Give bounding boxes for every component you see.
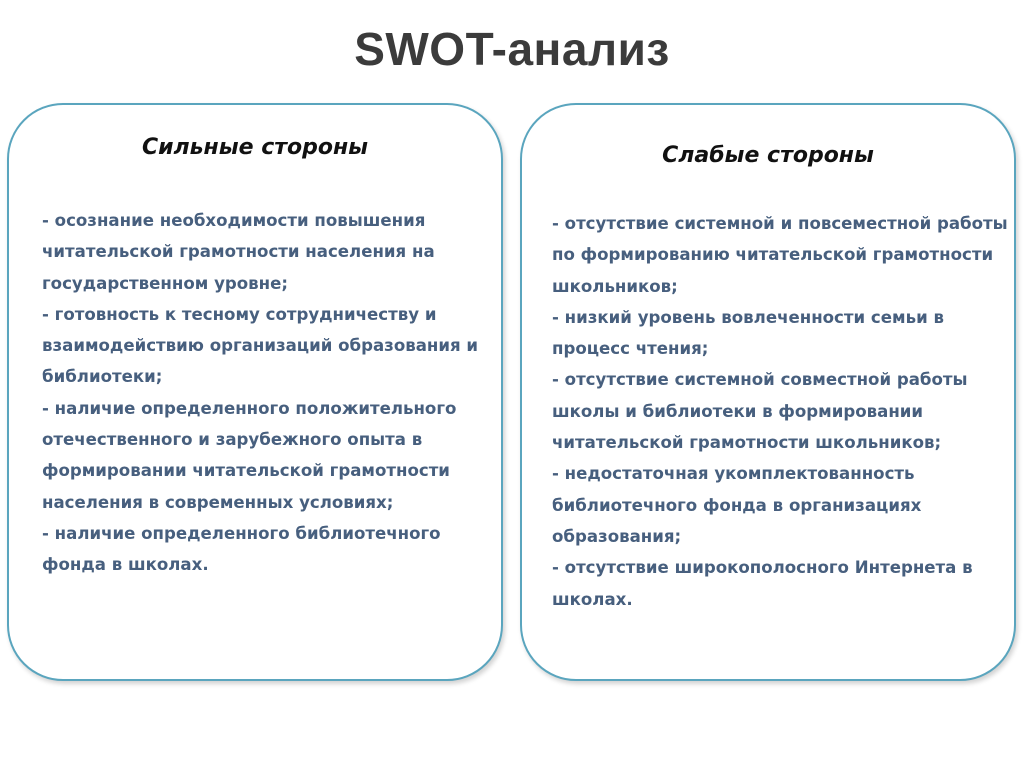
strengths-item: - наличие определенного положительного отечественного и зарубежного опыта в формировании читательской грамотности населения в современных условиях; [42,398,457,512]
weaknesses-list [552,208,1012,615]
strengths-list [42,205,492,581]
strengths-panel [7,103,503,681]
weaknesses-item: - недостаточная укомплектованность библиотечного фонда в организациях образования; [552,464,922,546]
weaknesses-heading: Слабые стороны [662,143,874,168]
strengths-item: - готовность к тесному сотрудничеству и взаимодействию организаций образования и библиотеки; [42,304,479,387]
strengths-heading: Сильные стороны [141,135,369,160]
weaknesses-item: - отсутствие широкополосного Интернета в школах. [552,558,973,609]
strengths-item: - осознание необходимости повышения читательской грамотности населения на государственном уровне; [42,211,435,293]
weaknesses-item: - отсутствие системной и повсеместной работы по формированию читательской грамотности школьников; [552,214,1008,296]
weaknesses-item: - отсутствие системной совместной работы школы и библиотеки в формировании читательской грамотности школьников; [552,370,968,453]
slide-title: SWOT-анализ [354,23,670,75]
weaknesses-panel [520,103,1016,681]
strengths-item: - наличие определенного библиотечного фонда в школах. [42,523,441,575]
weaknesses-item: - низкий уровень вовлеченности семьи в процесс чтения; [552,307,944,359]
